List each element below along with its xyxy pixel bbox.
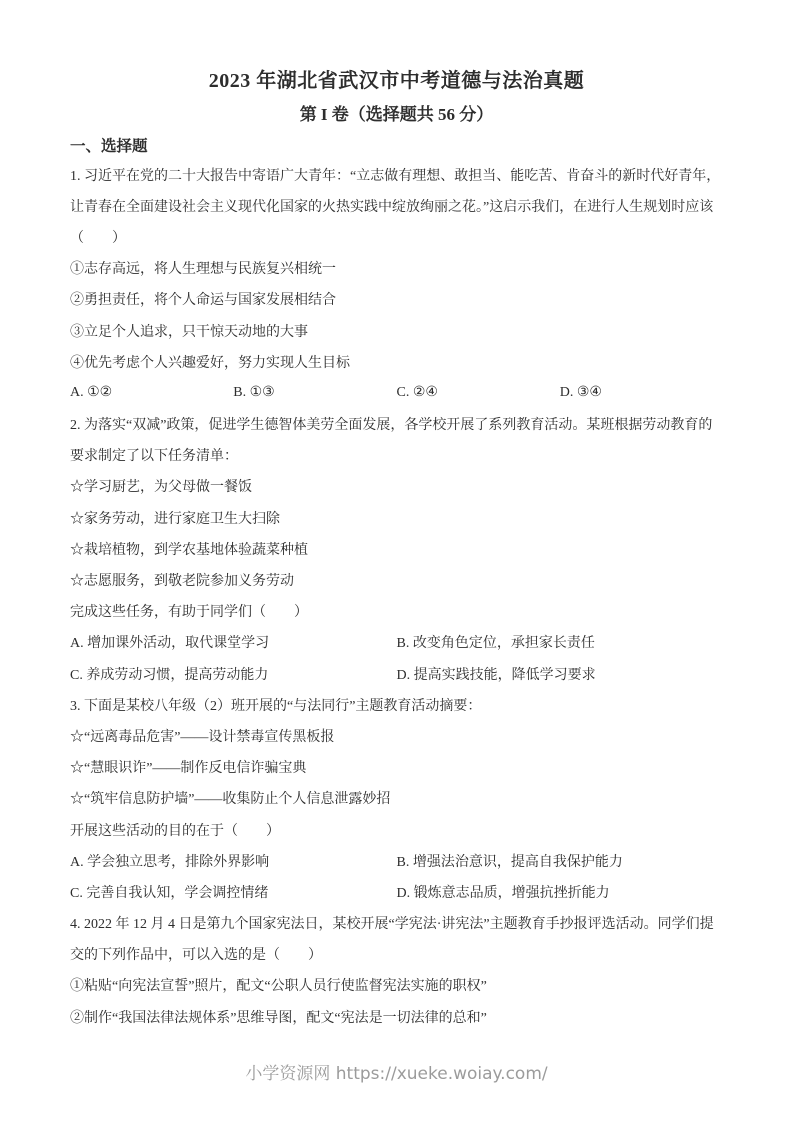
q2-option-b: B. 改变角色定位，承担家长责任	[396, 636, 595, 652]
q2-options-row-2	[70, 658, 723, 689]
q3-options-row-2	[70, 876, 723, 907]
q3-lead-line: 开展这些活动的目的在于（ ）	[70, 823, 280, 839]
q2-option-d: D. 提高实践技能，降低学习要求	[396, 667, 596, 683]
q3-option-b: B. 增强法治意识，提高自我保护能力	[396, 854, 623, 870]
q3-option-c: C. 完善自我认知，学会调控情绪	[70, 885, 269, 901]
q2-task-4: ☆志愿服务，到敬老院参加义务劳动	[70, 574, 294, 590]
q4-item-2: ②制作“我国法律法规体系”思维导图，配文“宪法是一切法律的总和”	[70, 1010, 487, 1026]
q3-option-d: D. 锻炼意志品质，增强抗挫折能力	[396, 885, 610, 901]
q2-task-3: ☆栽培植物，到学农基地体验蔬菜种植	[70, 542, 308, 558]
q4-item-1: ①粘贴“向宪法宣誓”照片，配文“公职人员行使监督宪法实施的职权”	[70, 979, 487, 995]
document-subtitle: 第 I 卷（选择题共 56 分）	[299, 105, 494, 124]
question-2	[70, 409, 723, 690]
q3-task-2: ☆“慧眼识诈”——制作反电信诈骗宝典	[70, 761, 307, 777]
question-1	[70, 159, 723, 409]
q2-task-2: ☆家务劳动，进行家庭卫生大扫除	[70, 511, 280, 527]
q1-stem-line-2: 让青春在全面建设社会主义现代化国家的火热实践中绽放绚丽之花。”这启示我们，在进行人生规划时应该	[70, 199, 714, 215]
q2-lead-line: 完成这些任务，有助于同学们（ ）	[70, 605, 308, 621]
q1-answer-bracket: （ ）	[70, 230, 126, 246]
q1-item-4: ④优先考虑个人兴趣爱好，努力实现人生目标	[70, 355, 350, 371]
q3-options-row-1	[70, 845, 723, 876]
q3-stem-line-1: 3. 下面是某校八年级（2）班开展的“与法同行”主题教育活动摘要：	[70, 698, 482, 714]
q3-task-1: ☆“远离毒品危害”——设计禁毒宣传黑板报	[70, 729, 335, 745]
q2-stem-line-1: 2. 为落实“双减”政策，促进学生德智体美劳全面发展，各学校开展了系列教育活动。某班根据劳动教育的	[70, 418, 713, 434]
q2-option-c: C. 养成劳动习惯，提高劳动能力	[70, 667, 269, 683]
q1-item-1: ①志存高远，将人生理想与民族复兴相统一	[70, 262, 336, 278]
q2-options-row-1	[70, 627, 723, 658]
section-heading-multiple-choice: 一、选择题	[70, 138, 148, 155]
watermark-site-name: 小学资源网	[245, 1064, 331, 1084]
q4-stem-line-2: 交的下列作品中，可以入选的是（ ）	[70, 948, 322, 964]
question-3	[70, 689, 723, 907]
q1-item-2: ②勇担责任，将个人命运与国家发展相结合	[70, 293, 336, 309]
q1-option-b: B. ①③	[233, 385, 275, 401]
q2-option-a: A. 增加课外活动，取代课堂学习	[70, 636, 270, 652]
question-4	[70, 908, 723, 1033]
q2-task-1: ☆学习厨艺，为父母做一餐饭	[70, 480, 252, 496]
q1-options-row	[70, 377, 723, 408]
q4-stem-line-1: 4. 2022 年 12 月 4 日是第九个国家宪法日，某校开展“学宪法·讲宪法”主题教育手抄报评选活动。同学们提	[70, 917, 714, 933]
q2-stem-line-2: 要求制定了以下任务清单：	[70, 449, 238, 465]
watermark-url: https://xueke.woiay.com/	[335, 1064, 548, 1084]
q1-option-c: C. ②④	[396, 385, 438, 401]
document-title: 2023 年湖北省武汉市中考道德与法治真题	[208, 70, 585, 92]
q3-task-3: ☆“筑牢信息防护墙”——收集防止个人信息泄露妙招	[70, 792, 391, 808]
q1-stem-line-1: 1. 习近平在党的二十大报告中寄语广大青年：“立志做有理想、敢担当、能吃苦、肯奋斗的新时代好青年，	[70, 168, 721, 184]
q1-option-a: A. ①②	[70, 385, 113, 401]
watermark-footer	[0, 1063, 793, 1085]
q3-option-a: A. 学会独立思考，排除外界影响	[70, 854, 270, 870]
q1-option-d: D. ③④	[559, 385, 602, 401]
q1-item-3: ③立足个人追求，只干惊天动地的大事	[70, 324, 308, 340]
